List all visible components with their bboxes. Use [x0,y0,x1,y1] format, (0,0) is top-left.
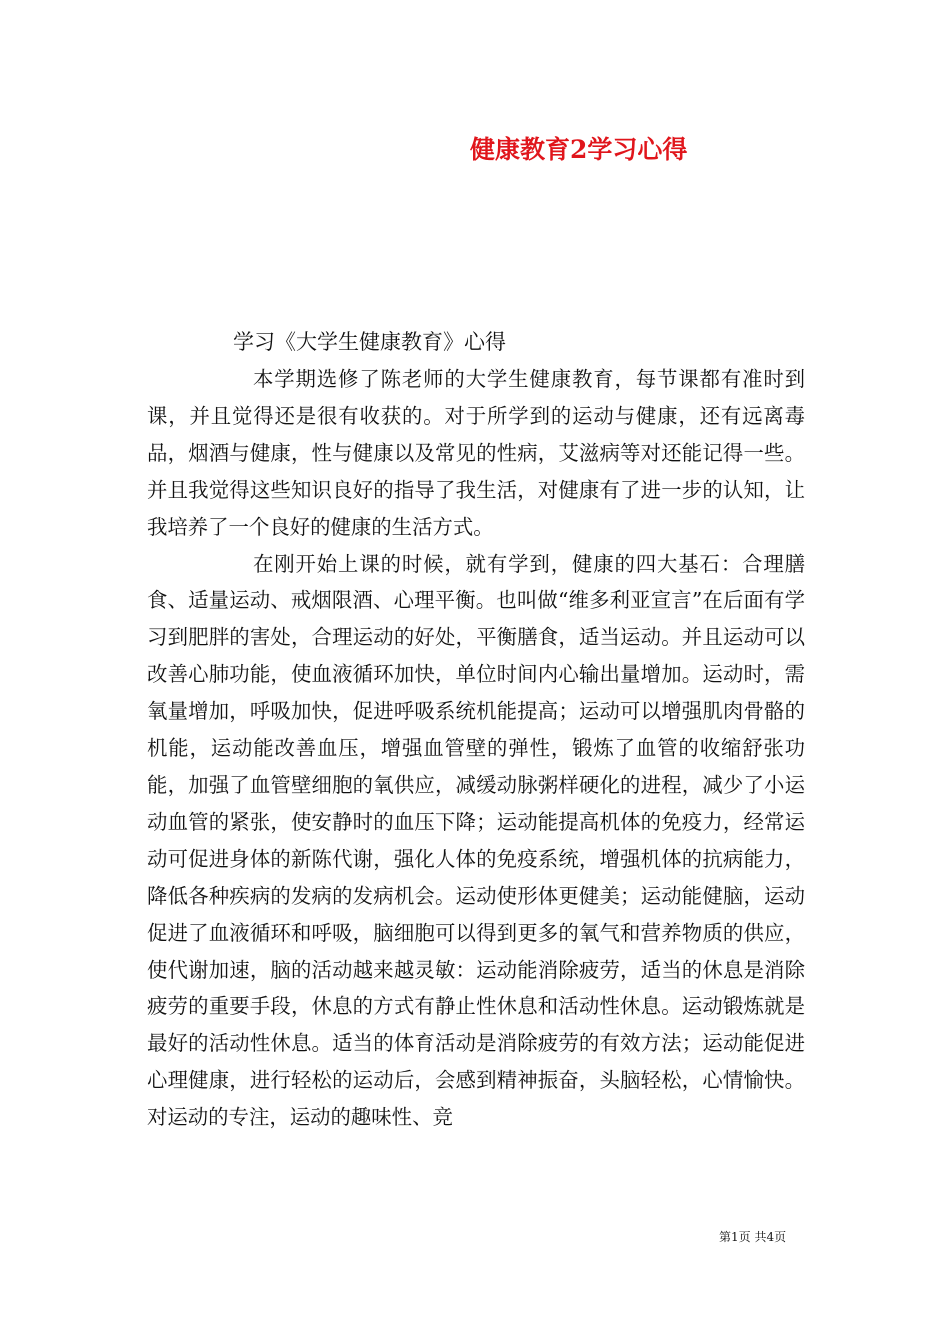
body-text [147,361,805,1136]
paragraph-1: 本学期选修了陈老师的大学生健康教育，每节课都有准时到课，并且觉得还是很有收获的。对于所学到的运动与健康，还有远离毒品，烟酒与健康，性与健康以及常见的性病，艾滋病等对还能记得一些。并且我觉得这些知识良好的指导了我生活，对健康有了进一步的认知，让我培养了一个良好的健康的生活方式。 [147,367,805,539]
page-title: 健康教育2学习心得 [470,135,688,164]
document-subtitle: 学习《大学生健康教育》心得 [233,330,506,354]
paragraph-2: 在刚开始上课的时候，就有学到，健康的四大基石：合理膳食、适量运动、戒烟限酒、心理平衡。也叫做“维多利亚宣言”在后面有学习到肥胖的害处，合理运动的好处，平衡膳食，适当运动。并且运动可以改善心肺功能，使血液循环加快，单位时间内心输出量增加。运动时，需氧量增加，呼吸加快，促进呼吸系统机能提高；运动可以增强肌肉骨骼的机能，运动能改善血压，增强血管壁的弹性，锻炼了血管的收缩舒张功能，加强了血管壁细胞的氧供应，减缓动脉粥样硬化的进程，减少了小运动血管的紧张，使安静时的血压下降；运动能提高机体的免疫力，经常运动可促进身体的新陈代谢，强化人体的免疫系统，增强机体的抗病能力，降低各种疾病的发病的发病机会。运动使形体更健美；运动能健脑，运动促进了血液循环和呼吸，脑细胞可以得到更多的氧气和营养物质的供应，使代谢加速，脑的活动越来越灵敏：运动能消除疲劳，适当的休息是消除疲劳的重要手段，休息的方式有静止性休息和活动性休息。运动锻炼就是最好的活动性休息。适当的体育活动是消除疲劳的有效方法；运动能促进心理健康，进行轻松的运动后，会感到精神振奋，头脑轻松，心情愉快。对运动的专注，运动的趣味性、竞 [147,551,805,1130]
page-number: 第1页 共4页 [719,1230,787,1244]
